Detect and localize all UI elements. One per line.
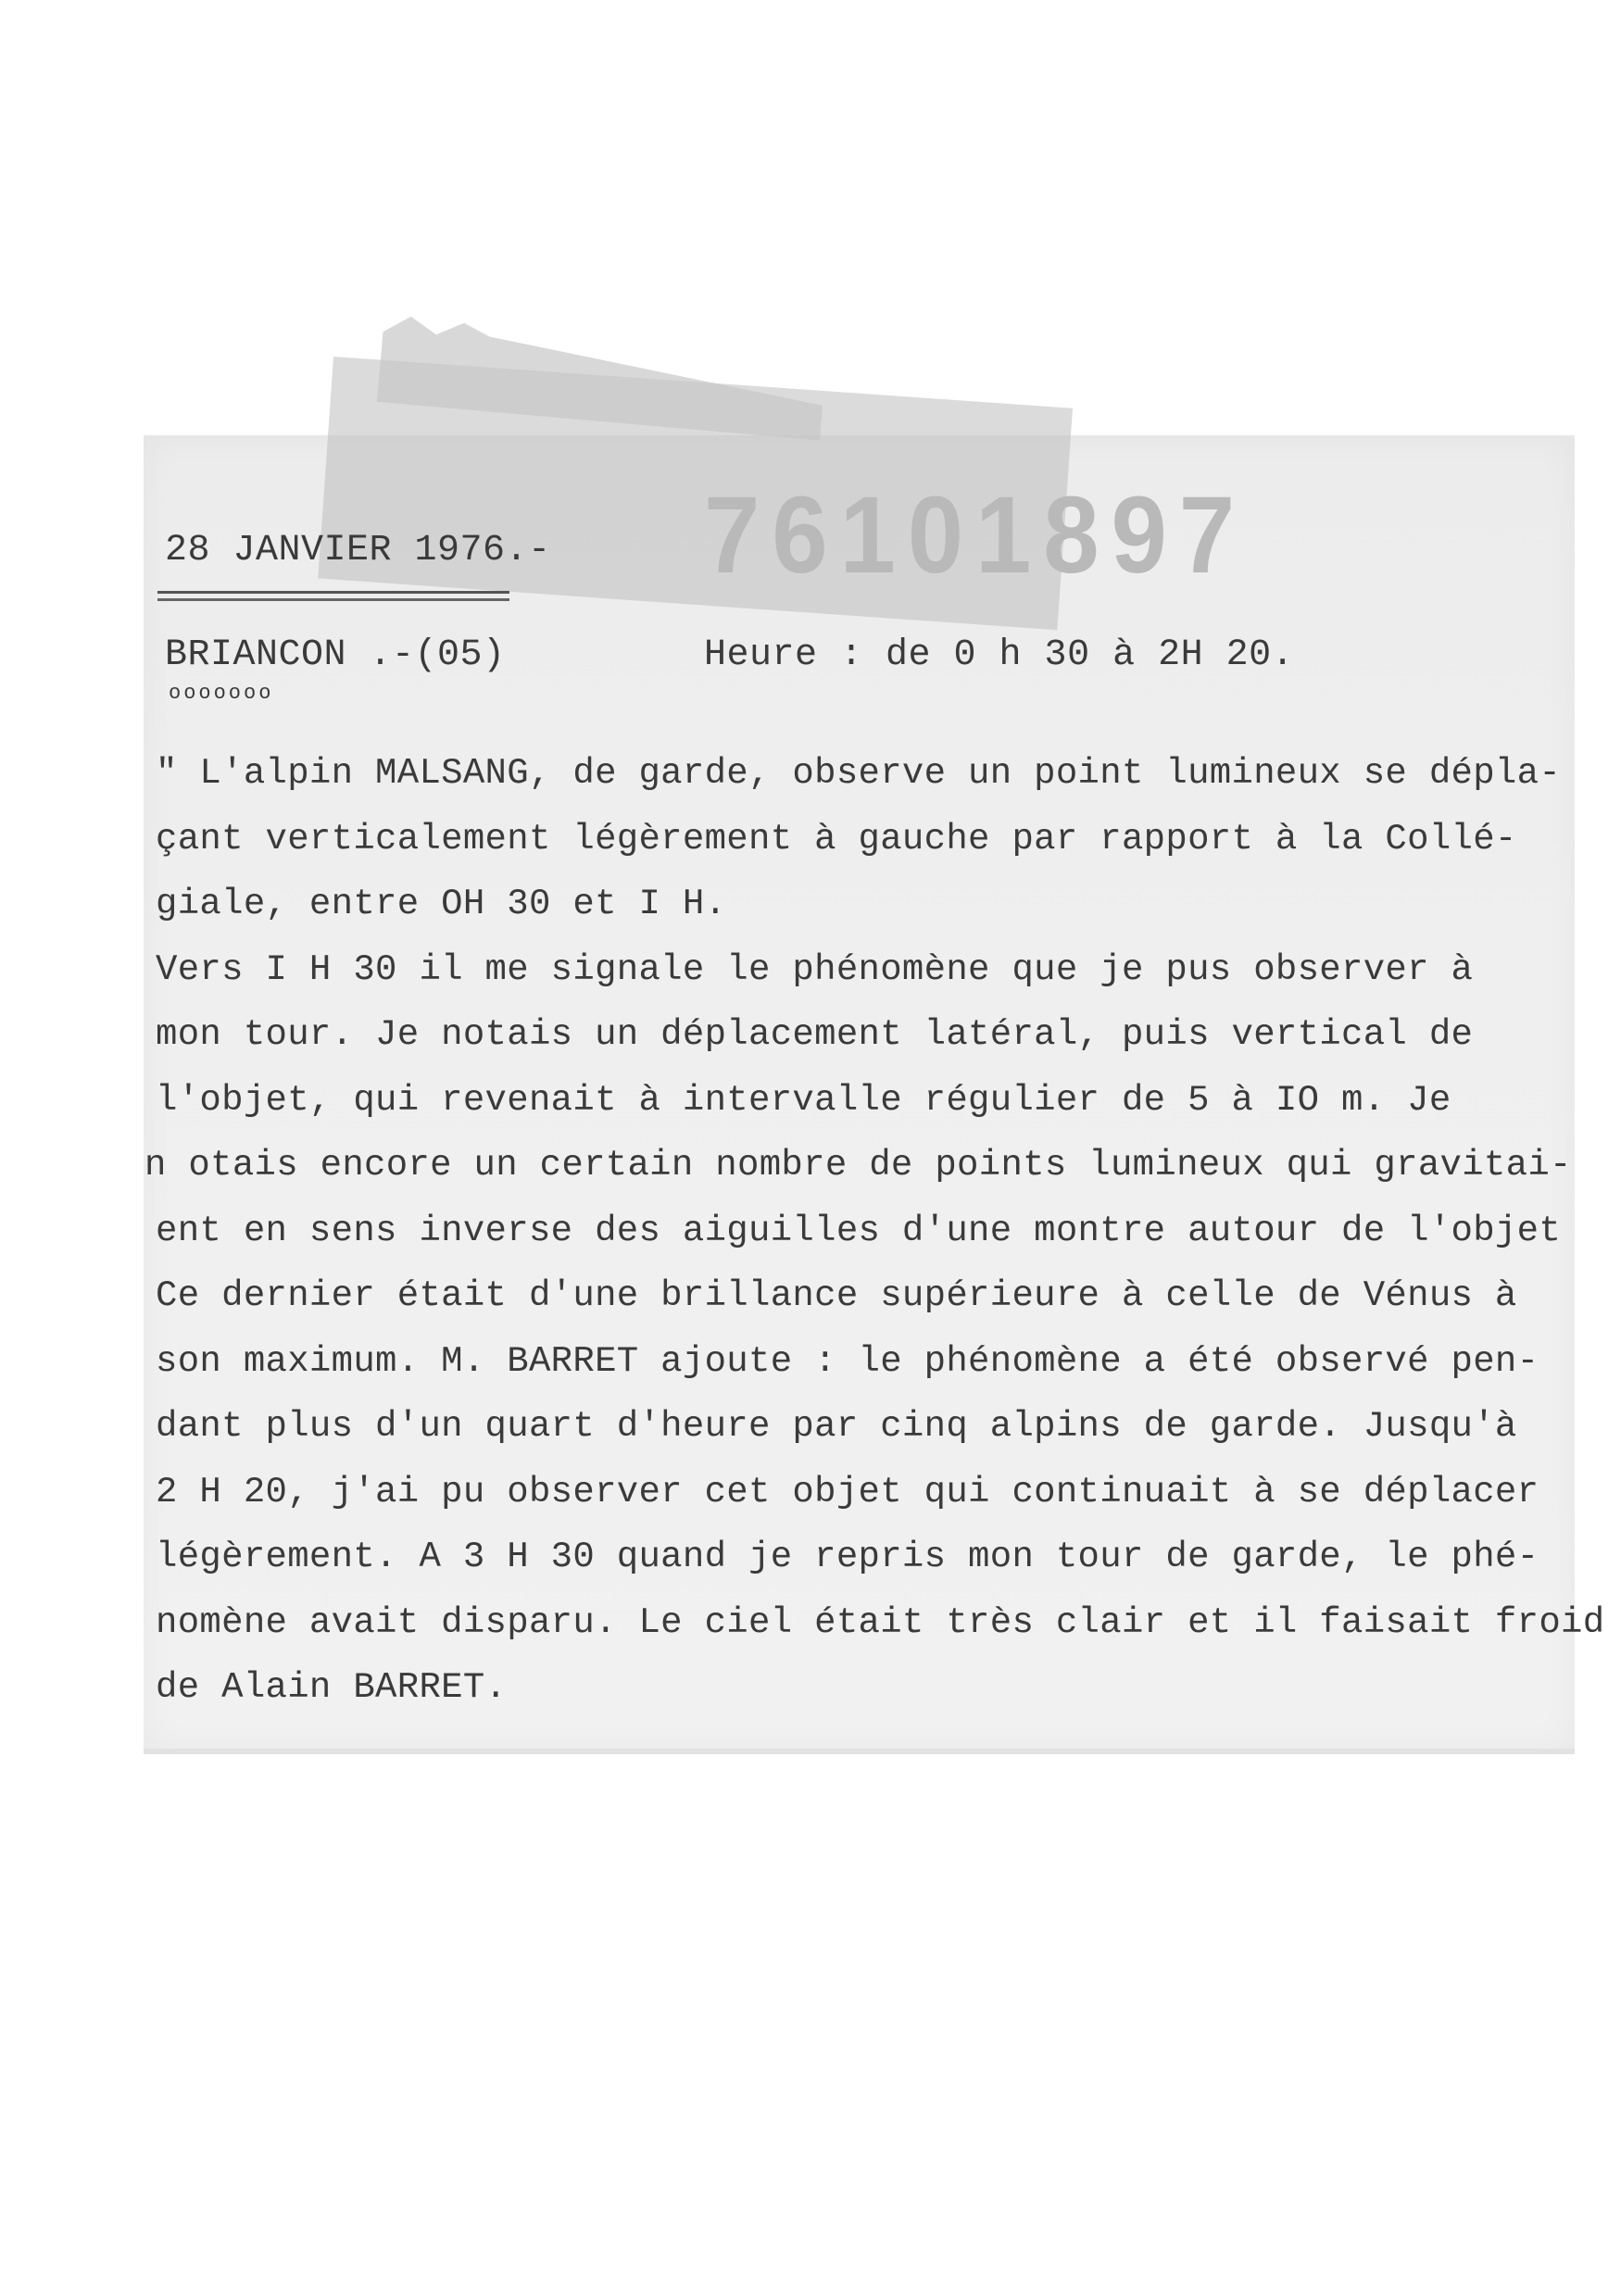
place-underline-marks: ooooooo (169, 682, 274, 705)
report-line: de Alain BARRET. (156, 1667, 508, 1708)
report-line: dant plus d'un quart d'heure par cinq alpins de garde. Jusqu'à (156, 1406, 1517, 1447)
report-body (145, 741, 1605, 1721)
report-place: BRIANCON .-(05) (165, 634, 506, 676)
archive-stamp-number: 76101897 (704, 474, 1248, 596)
report-line: çant verticalement légèrement à gauche par rapport à la Collé- (156, 818, 1517, 859)
report-line: ent en sens inverse des aiguilles d'une montre autour de l'objet (156, 1210, 1562, 1251)
report-line: nomène avait disparu. Le ciel était très clair et il faisait froid (156, 1601, 1605, 1643)
date-underline (157, 591, 509, 594)
clipping-edge (144, 1749, 1575, 1754)
report-line: son maximum. M. BARRET ajoute : le phénomène a été observé pen- (156, 1340, 1539, 1382)
report-line: 2 H 20, j'ai pu observer cet objet qui continuait à se déplacer (156, 1471, 1539, 1512)
report-line: Ce dernier était d'une brillance supérieure à celle de Vénus à (156, 1275, 1517, 1316)
report-line: " L'alpin MALSANG, de garde, observe un point lumineux se dépla- (156, 753, 1562, 794)
date-underline-second (157, 598, 509, 601)
report-line: légèrement. A 3 H 30 quand je repris mon tour de garde, le phé- (156, 1537, 1539, 1577)
report-line: Vers I H 30 il me signale le phénomène que je pus observer à (156, 948, 1474, 990)
report-line: giale, entre OH 30 et I H. (156, 884, 727, 924)
report-line: l'objet, qui revenait à intervalle régulier de 5 à IO m. Je (156, 1079, 1451, 1121)
report-line: n otais encore un certain nombre de points lumineux qui gravitai- (145, 1145, 1572, 1186)
report-date: 28 JANVIER 1976.- (165, 530, 551, 571)
report-line: mon tour. Je notais un déplacement latéral, puis vertical de (156, 1014, 1474, 1055)
report-hour: Heure : de 0 h 30 à 2H 20. (704, 634, 1295, 676)
